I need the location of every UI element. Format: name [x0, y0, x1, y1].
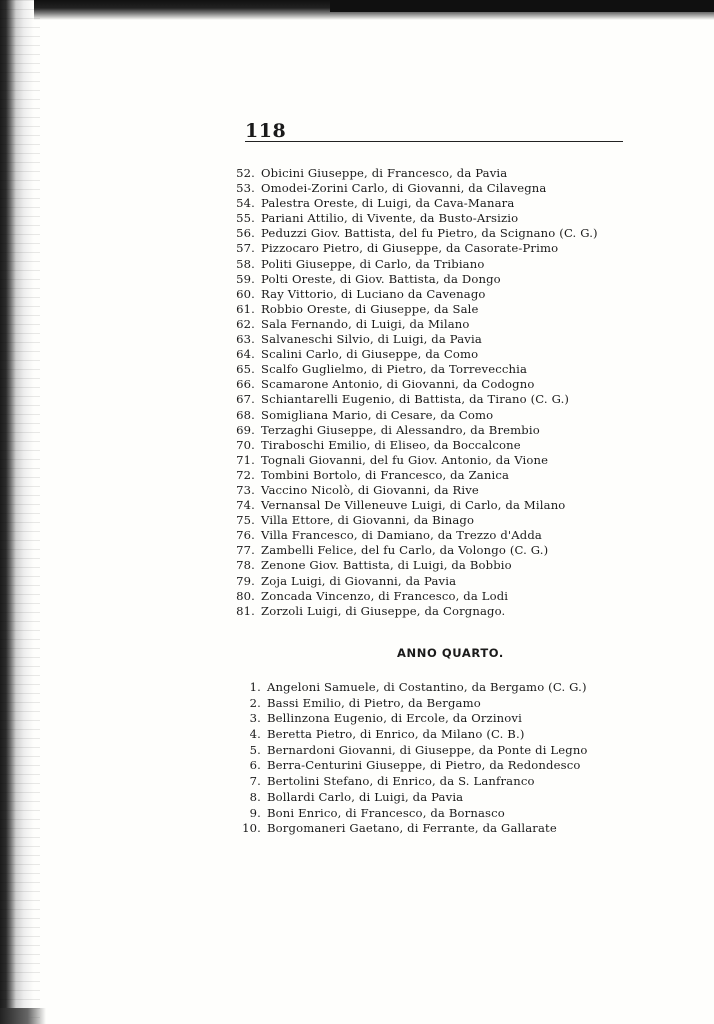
- list-entry: [229, 332, 598, 347]
- entry-number: 54.: [236, 196, 255, 211]
- list-entry: [229, 453, 598, 468]
- entry-text: Politi Giuseppe, di Carlo, da Tribiano: [261, 256, 485, 271]
- page-corner-mark: [0, 1008, 46, 1024]
- entry-number: 68.: [236, 407, 255, 422]
- entry-number: 1.: [249, 680, 261, 694]
- list-entry: [229, 408, 598, 423]
- entry-text: Terzaghi Giuseppe, di Alessandro, da Brembio: [261, 422, 540, 437]
- list-entry: [229, 574, 598, 589]
- entry-text: Somigliana Mario, di Cesare, da Como: [261, 407, 494, 422]
- list-entry: [229, 166, 598, 181]
- entry-text: Bassi Emilio, di Pietro, da Bergamo: [267, 695, 481, 710]
- binding-texture: [0, 0, 40, 1024]
- entry-text: Zambelli Felice, del fu Carlo, da Volongo (C. G.): [261, 543, 549, 558]
- entry-text: Vaccino Nicolò, di Giovanni, da Rive: [261, 482, 479, 497]
- entry-number: 69.: [236, 422, 255, 437]
- list-entry: [236, 711, 588, 727]
- page-top-shadow: [330, 0, 714, 12]
- entry-text: Bollardi Carlo, di Luigi, da Pavia: [267, 789, 464, 804]
- entry-text: Boni Enrico, di Francesco, da Bornasco: [267, 805, 505, 820]
- entry-number: 60.: [236, 286, 255, 301]
- entry-text: Villa Ettore, di Giovanni, da Binago: [261, 513, 475, 528]
- page-number: 118: [245, 120, 287, 142]
- list-entry: [229, 287, 598, 302]
- entry-number: 57.: [236, 241, 255, 256]
- entry-number: 6.: [249, 758, 261, 773]
- entry-text: Schiantarelli Eugenio, di Battista, da Tirano (C. G.): [261, 392, 570, 407]
- entry-number: 67.: [236, 392, 255, 407]
- entry-text: Sala Fernando, di Luigi, da Milano: [261, 316, 470, 331]
- entry-number: 72.: [236, 467, 255, 482]
- list-entry: [236, 821, 588, 837]
- entry-text: Bernardoni Giovanni, di Giuseppe, da Ponte di Legno: [267, 742, 588, 757]
- student-list-top: [229, 166, 598, 619]
- entry-text: Zoja Luigi, di Giovanni, da Pavia: [261, 573, 457, 588]
- list-entry: [236, 727, 588, 743]
- entry-number: 62.: [236, 316, 255, 331]
- list-entry: [229, 498, 598, 513]
- entry-number: 61.: [236, 301, 255, 316]
- list-entry: [229, 483, 598, 498]
- entry-number: 53.: [236, 181, 255, 196]
- list-entry: [229, 317, 598, 332]
- list-entry: [229, 604, 598, 619]
- list-entry: [229, 362, 598, 377]
- list-entry: [236, 806, 588, 822]
- list-entry: [236, 758, 588, 774]
- entry-text: Polti Oreste, di Giov. Battista, da Dongo: [261, 271, 501, 286]
- header-rule: [245, 141, 623, 142]
- entry-text: Ray Vittorio, di Luciano da Cavenago: [261, 286, 486, 301]
- entry-number: 71.: [236, 452, 255, 467]
- entry-number: 52.: [236, 166, 255, 180]
- list-entry: [229, 528, 598, 543]
- entry-text: Zoncada Vincenzo, di Francesco, da Lodi: [261, 588, 509, 603]
- list-entry: [236, 790, 588, 806]
- entry-number: 10.: [242, 821, 261, 836]
- list-entry: [229, 558, 598, 573]
- entry-text: Bellinzona Eugenio, di Ercole, da Orzinovi: [267, 711, 522, 726]
- entry-number: 78.: [236, 558, 255, 573]
- entry-number: 73.: [236, 482, 255, 497]
- entry-text: Berra-Centurini Giuseppe, di Pietro, da Redondesco: [267, 758, 581, 773]
- entry-text: Zorzoli Luigi, di Giuseppe, da Corgnago.: [261, 603, 506, 618]
- list-entry: [229, 257, 598, 272]
- entry-text: Omodei-Zorini Carlo, di Giovanni, da Cilavegna: [261, 181, 547, 196]
- entry-number: 64.: [236, 347, 255, 362]
- entry-text: Palestra Oreste, di Luigi, da Cava-Manara: [261, 196, 515, 211]
- list-entry: [229, 468, 598, 483]
- entry-number: 63.: [236, 332, 255, 347]
- entry-text: Scalini Carlo, di Giuseppe, da Como: [261, 347, 479, 362]
- list-entry: [229, 392, 598, 407]
- entry-number: 56.: [236, 226, 255, 241]
- section-heading: ANNO QUARTO.: [397, 646, 504, 660]
- list-entry: [229, 347, 598, 362]
- entry-text: Pizzocaro Pietro, di Giuseppe, da Casorate-Primo: [261, 241, 559, 256]
- list-entry: [229, 196, 598, 211]
- list-entry: [236, 696, 588, 712]
- list-entry: [229, 377, 598, 392]
- entry-number: 9.: [249, 805, 261, 820]
- entry-text: Tognali Giovanni, del fu Giov. Antonio, da Vione: [261, 452, 549, 467]
- entry-text: Beretta Pietro, di Enrico, da Milano (C. B.): [267, 727, 525, 742]
- entry-text: Obicini Giuseppe, di Francesco, da Pavia: [261, 166, 508, 180]
- entry-number: 74.: [236, 498, 255, 513]
- entry-number: 3.: [249, 711, 261, 726]
- entry-number: 70.: [236, 437, 255, 452]
- entry-number: 79.: [236, 573, 255, 588]
- entry-text: Villa Francesco, di Damiano, da Trezzo d'Adda: [261, 528, 542, 543]
- entry-text: Pariani Attilio, di Vivente, da Busto-Arsizio: [261, 211, 519, 226]
- list-entry: [229, 302, 598, 317]
- list-entry: [229, 423, 598, 438]
- entry-number: 66.: [236, 377, 255, 392]
- entry-number: 8.: [249, 789, 261, 804]
- entry-text: Peduzzi Giov. Battista, del fu Pietro, da Scignano (C. G.): [261, 226, 598, 241]
- entry-number: 81.: [236, 603, 255, 618]
- entry-number: 5.: [249, 742, 261, 757]
- entry-number: 7.: [249, 774, 261, 789]
- entry-number: 77.: [236, 543, 255, 558]
- entry-text: Tiraboschi Emilio, di Eliseo, da Boccalcone: [261, 437, 521, 452]
- entry-text: Scamarone Antonio, di Giovanni, da Codogno: [261, 377, 535, 392]
- list-entry: [236, 774, 588, 790]
- entry-number: 55.: [236, 211, 255, 226]
- entry-number: 58.: [236, 256, 255, 271]
- entry-text: Salvaneschi Silvio, di Luigi, da Pavia: [261, 332, 482, 347]
- entry-number: 80.: [236, 588, 255, 603]
- entry-number: 65.: [236, 362, 255, 377]
- entry-text: Bertolini Stefano, di Enrico, da S. Lanfranco: [267, 774, 535, 789]
- list-entry: [229, 589, 598, 604]
- entry-text: Scalfo Guglielmo, di Pietro, da Torrevecchia: [261, 362, 528, 377]
- entry-text: Vernansal De Villeneuve Luigi, di Carlo, da Milano: [261, 498, 566, 513]
- entry-text: Tombini Bortolo, di Francesco, da Zanica: [261, 467, 510, 482]
- entry-number: 2.: [249, 695, 261, 710]
- entry-number: 76.: [236, 528, 255, 543]
- list-entry: [236, 743, 588, 759]
- entry-text: Borgomaneri Gaetano, di Ferrante, da Gallarate: [267, 821, 557, 836]
- list-entry: [229, 181, 598, 196]
- entry-text: Robbio Oreste, di Giuseppe, da Sale: [261, 301, 479, 316]
- list-entry: [229, 241, 598, 256]
- entry-text: Angeloni Samuele, di Costantino, da Bergamo (C. G.): [267, 680, 587, 694]
- list-entry: [229, 226, 598, 241]
- list-entry: [229, 438, 598, 453]
- list-entry: [229, 513, 598, 528]
- entry-number: 4.: [249, 727, 261, 742]
- list-entry: [229, 211, 598, 226]
- list-entry: [236, 680, 588, 696]
- entry-number: 75.: [236, 513, 255, 528]
- list-entry: [229, 272, 598, 287]
- list-entry: [229, 543, 598, 558]
- student-list-anno-quarto: [236, 680, 588, 837]
- entry-number: 59.: [236, 271, 255, 286]
- entry-text: Zenone Giov. Battista, di Luigi, da Bobbio: [261, 558, 512, 573]
